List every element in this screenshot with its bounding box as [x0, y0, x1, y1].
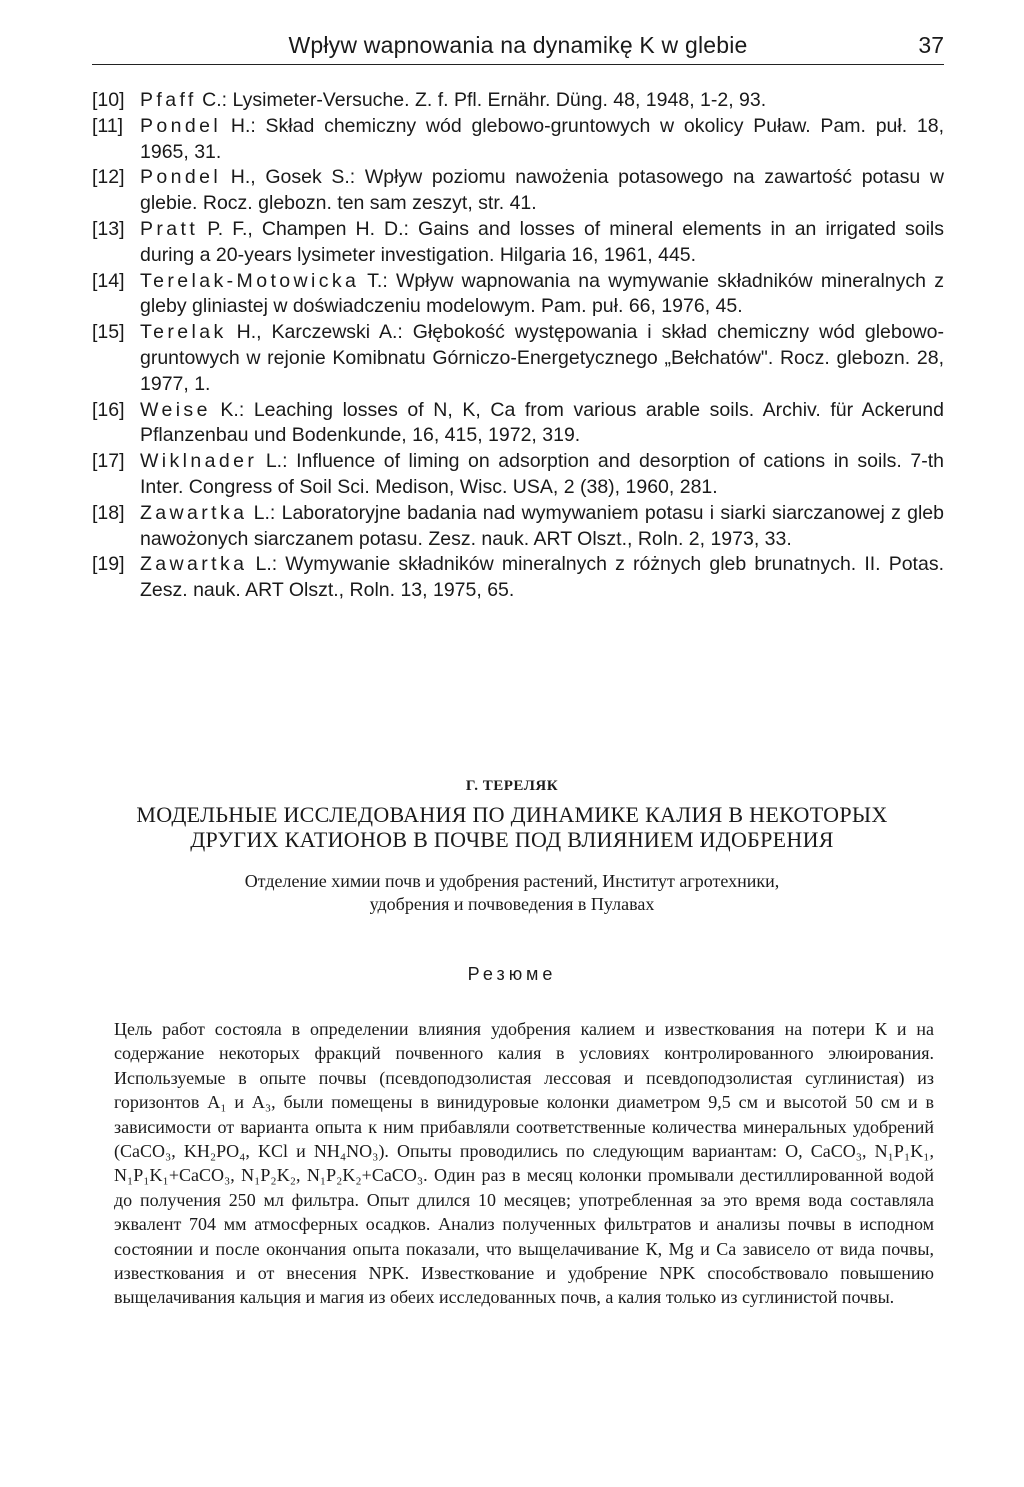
reference-author: Zawartka: [140, 553, 248, 576]
reference-text: [140, 552, 944, 604]
reference-author: Pondel: [140, 114, 222, 137]
reference-item: [92, 165, 944, 217]
reference-details: T.: Wpływ wapnowania na wymywanie składników mineralnych z gleby gliniastej w doświadczeniu modelowym. Pam. puł. 66, 1976, 45.: [140, 269, 944, 318]
reference-item: [92, 88, 944, 114]
running-header: [92, 28, 944, 65]
reference-number: [17]: [92, 450, 125, 473]
reference-item: [92, 501, 944, 553]
reference-number: [16]: [92, 398, 125, 421]
reference-details: L.: Laboratoryjne badania nad wymywaniem potasu i siarki siarczanowej z gleb nawożonych siarczanem potasu. Zesz. nauk. ART Olszt., Roln. 2, 1973, 33.: [140, 501, 944, 550]
reference-number: [15]: [92, 321, 125, 344]
reference-details: H., Gosek S.: Wpływ poziomu nawożenia potasowego na zawartość potasu w glebie. Rocz. glebozn. ten sam zeszyt, str. 41.: [140, 166, 944, 215]
reference-text: [140, 165, 944, 217]
reference-item: [92, 552, 944, 604]
reference-author: Terelak-Motowicka: [140, 269, 360, 292]
reference-item: [92, 320, 944, 397]
reference-text: [140, 398, 944, 450]
reference-text: [140, 217, 944, 269]
reference-number: [19]: [92, 553, 125, 576]
summary-heading: Резюме: [467, 964, 557, 984]
reference-text: [140, 88, 944, 114]
reference-details: L.: Influence of liming on adsorption and desorption of cations in soils. 7-th Inter. Congress of Soil Sci. Medison, Wisc. USA, 2 (38), 1960, 281.: [140, 450, 944, 498]
reference-details: C.: Lysimeter-Versuche. Z. f. Pfl. Ernähr. Düng. 48, 1948, 1-2, 93.: [196, 89, 767, 111]
reference-author: Terelak: [140, 321, 227, 344]
summary-title-line: МОДЕЛЬНЫЕ ИССЛЕДОВАНИЯ ПО ДИНАМИКЕ КАЛИЯ В НЕКОТОРЫХ: [136, 802, 888, 827]
reference-number: [13]: [92, 217, 125, 240]
reference-author: Weise: [140, 398, 211, 421]
reference-text: [140, 320, 944, 397]
reference-item: [92, 449, 944, 501]
reference-number: [12]: [92, 166, 125, 189]
reference-text: [140, 501, 944, 553]
reference-author: Pfaff: [140, 89, 197, 111]
running-title: Wpływ wapnowania na dynamikę K w glebie: [288, 32, 748, 58]
reference-author: Pondel: [140, 166, 222, 189]
reference-number: [10]: [92, 89, 125, 111]
reference-details: H., Karczewski A.: Głębokość występowania i skład chemiczny wód glebowo-gruntowych w rejonie Komibnatu Górniczo-Energetycznego „Bełchatów". Rocz. glebozn. 28, 1977, 1.: [140, 321, 944, 395]
reference-number: [14]: [92, 269, 125, 292]
summary-abstract: Цель работ состояла в определении влияния удобрения калием и известкования на потери К и на содержание некоторых фракций почвенного калия в условиях контролированного элюирования. Используемые в опыте почвы (псевдоподзолистая лессовая и псевдоподзолистая суглинистая) из горизонтов A₁ и A₃, были помещены в винидуровые колонки диаметром 9,5 см и высотой 50 см и в зависимости от варианта опыта к ним прибавляли соответственные количества минеральных удобрений (CaCO₃, KH₂PO₄, KCl и NH₄NO₃). Опыты проводились по следующим вариантам: O, CaCO₃, N₁P₁K₁, N₁P₁K₁+CaCO₃, N₁P₂K₂, N₁P₂K₂+CaCO₃. Один раз в месяц колонки промывали дестиллированной водой до получения 250 мл фильтра. Опыт длился 10 месяцев; употребленная за это время вода составляла эквалент 704 мм атмосферных осадков. Анализ полученных фильтратов и анализы почвы в исподном состоянии и после окончания опыта показали, что выщелачивание К, Mg и Ca зависело от вида почвы, известкования и от внесения NPK. Известкование и удобрение NPK способствовало повышению выщелачивания кальция и магия из обеих исследованных почв, а калия только из суглинистой почвы.: [114, 1019, 934, 1308]
reference-item: [92, 398, 944, 450]
reference-list: [92, 88, 944, 604]
summary-affiliation: [100, 870, 924, 916]
reference-author: Wiklnader: [140, 450, 258, 473]
reference-author: Pratt: [140, 217, 199, 240]
reference-item: [92, 269, 944, 321]
summary-title-line: ДРУГИХ КАТИОНОВ В ПОЧВЕ ПОД ВЛИЯНИЕМ ИДОБРЕНИЯ: [190, 827, 834, 852]
summary-author: Г. ТЕРЕЛЯК: [465, 778, 559, 794]
summary-title: [60, 802, 964, 852]
reference-item: [92, 217, 944, 269]
reference-text: [140, 114, 944, 166]
affiliation-line: Отделение химии почв и удобрения растений, Институт агротехники,: [244, 871, 780, 891]
reference-item: [92, 114, 944, 166]
reference-number: [11]: [92, 114, 124, 137]
reference-details: P. F., Champen H. D.: Gains and losses of mineral elements in an irrigated soils during a 20-years lysimeter investigation. Hilgaria 16, 1961, 445.: [140, 217, 944, 266]
reference-text: [140, 449, 944, 501]
reference-details: H.: Skład chemiczny wód glebowo-gruntowych w okolicy Puław. Pam. puł. 18, 1965, 31.: [140, 114, 944, 163]
reference-author: Zawartka: [140, 501, 248, 524]
reference-text: [140, 269, 944, 321]
reference-details: K.: Leaching losses of N, K, Ca from various arable soils. Archiv. für Ackerund Pflanzenbau und Bodenkunde, 16, 415, 1972, 319.: [140, 398, 944, 447]
page-number: 37: [918, 32, 944, 58]
reference-details: L.: Wymywanie składników mineralnych z różnych gleb brunatnych. II. Potas. Zesz. nauk. ART Olszt., Roln. 13, 1975, 65.: [140, 553, 944, 602]
affiliation-line: удобрения и почвоведения в Пулавах: [369, 894, 655, 914]
reference-number: [18]: [92, 501, 125, 524]
